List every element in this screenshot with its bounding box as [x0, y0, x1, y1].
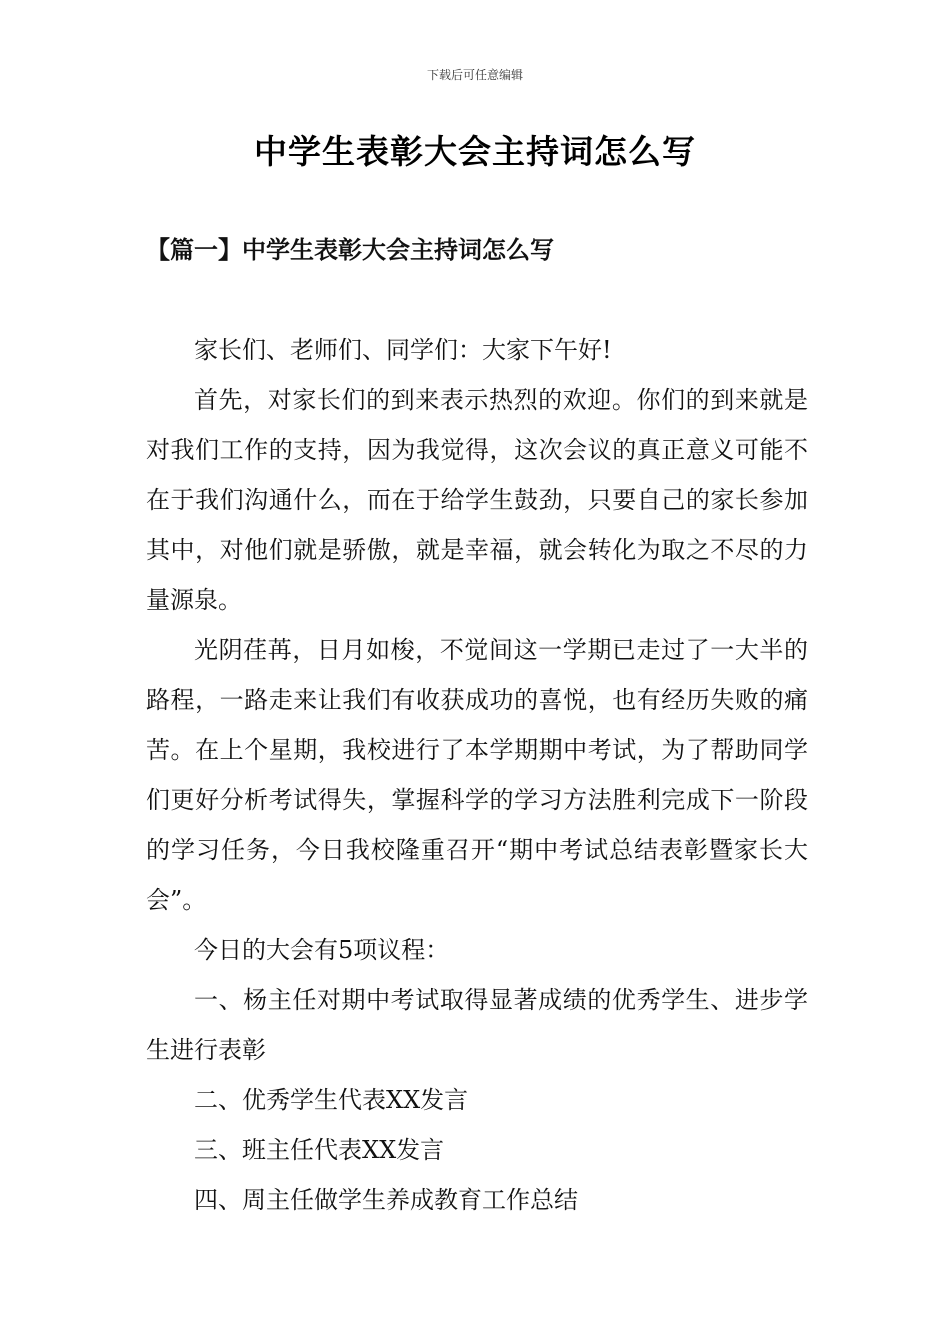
section-heading: 【篇一】中学生表彰大会主持词怎么写 — [146, 235, 554, 264]
paragraph: 家长们、老师们、同学们：大家下午好! — [194, 336, 612, 364]
paragraph: 今日的大会有5项议程： — [194, 936, 450, 964]
paragraph: 首先，对家长们的到来表示热烈的欢迎。你们的到来就是对我们工作的支持，因为我觉得，这次会议的真正意义可能不在于我们沟通什么，而在于给学生鼓劲，只要自己的家长参加其中，对他们就是骄傲，就是幸福，就会转化为取之不尽的力量源泉。 — [146, 386, 808, 614]
paragraph: 三、班主任代表XX发言 — [194, 1136, 445, 1164]
paragraph: 四、周主任做学生养成教育工作总结 — [194, 1186, 578, 1214]
document-title: 中学生表彰大会主持词怎么写 — [254, 132, 696, 171]
paragraph: 二、优秀学生代表XX发言 — [194, 1086, 469, 1114]
document-body — [146, 325, 808, 1225]
paragraph: 光阴荏苒，日月如梭，不觉间这一学期已走过了一大半的路程，一路走来让我们有收获成功的喜悦，也有经历失败的痛苦。在上个星期，我校进行了本学期期中考试，为了帮助同学们更好分析考试得失，掌握科学的学习方法胜利完成下一阶段的学习任务，今日我校隆重召开“期中考试总结表彰暨家长大会”。 — [146, 636, 808, 914]
header-note: 下载后可任意编辑 — [426, 68, 523, 82]
paragraph: 一、杨主任对期中考试取得显著成绩的优秀学生、进步学生进行表彰 — [146, 986, 808, 1064]
